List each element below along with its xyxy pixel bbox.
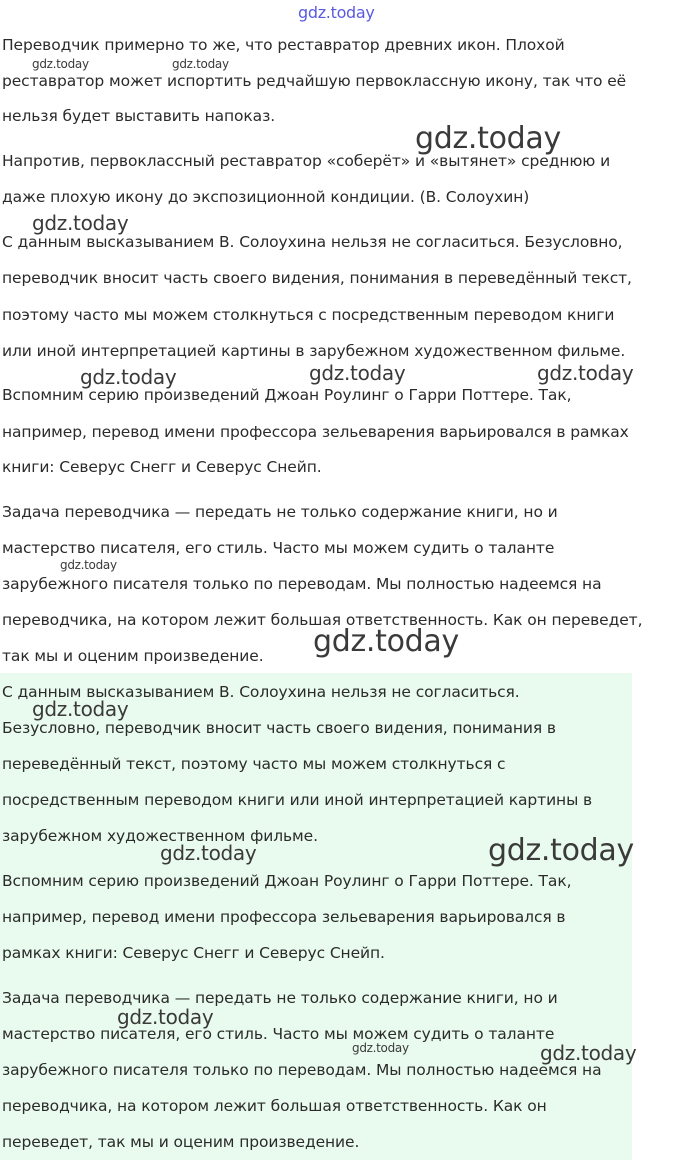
watermark: gdz.today <box>540 1041 637 1065</box>
watermark: gdz.today <box>298 3 375 22</box>
watermark: gdz.today <box>32 697 129 721</box>
watermark: gdz.today <box>172 57 229 71</box>
text-line: Задача переводчика — передать не только содержание книги, но и <box>2 989 558 1007</box>
text-line: например, перевод имени профессора зельеварения варьировался в <box>2 908 566 926</box>
text-line: или иной интерпретацией картины в зарубежном художественном фильме. <box>2 342 626 360</box>
text-line: например, перевод имени профессора зельеварения варьировался в рамках <box>2 423 629 441</box>
watermark: gdz.today <box>415 121 561 156</box>
text-line: Безусловно, переводчик вносит часть своего видения, понимания в <box>2 719 556 737</box>
text-line: реставратор может испортить редчайшую первоклассную икону, так что её <box>2 72 627 90</box>
text-line: даже плохую икону до экспозиционной кондиции. (В. Солоухин) <box>2 188 530 206</box>
text-line: переведет, так мы и оценим произведение. <box>2 1133 360 1151</box>
text-line: посредственным переводом книги или иной интерпретацией картины в <box>2 791 593 809</box>
text-line: С данным высказыванием В. Солоухина нельзя не согласиться. <box>2 683 520 701</box>
watermark: gdz.today <box>160 841 257 865</box>
text-line: зарубежного писателя только по переводам. Мы полностью надеемся на <box>2 1061 602 1079</box>
watermark: gdz.today <box>309 361 406 385</box>
text-line: С данным высказыванием В. Солоухина нельзя не согласиться. Безусловно, <box>2 233 623 251</box>
watermark: gdz.today <box>32 57 89 71</box>
watermark: gdz.today <box>488 833 634 868</box>
watermark: gdz.today <box>32 211 129 235</box>
text-line: Вспомним серию произведений Джоан Роулинг о Гарри Поттере. Так, <box>2 386 572 404</box>
watermark: gdz.today <box>60 558 117 572</box>
text-line: мастерство писателя, его стиль. Часто мы можем судить о таланте <box>2 1025 555 1043</box>
text-line: поэтому часто мы можем столкнуться с посредственным переводом книги <box>2 306 615 324</box>
text-line: рамках книги: Северус Снегг и Северус Снейп. <box>2 944 385 962</box>
watermark: gdz.today <box>537 361 634 385</box>
watermark: gdz.today <box>313 624 459 659</box>
text-line: Вспомним серию произведений Джоан Роулинг о Гарри Поттере. Так, <box>2 872 572 890</box>
text-line: нельзя будет выставить напоказ. <box>2 107 276 125</box>
watermark: gdz.today <box>352 1041 409 1055</box>
text-line: Задача переводчика — передать не только содержание книги, но и <box>2 503 558 521</box>
text-line: зарубежном художественном фильме. <box>2 827 318 845</box>
text-line: книги: Северус Снегг и Северус Снейп. <box>2 458 322 476</box>
text-line: Переводчик примерно то же, что реставратор древних икон. Плохой <box>2 36 565 54</box>
text-line: мастерство писателя, его стиль. Часто мы можем судить о таланте <box>2 539 555 557</box>
text-line: так мы и оценим произведение. <box>2 647 264 665</box>
text-line: Напротив, первоклассный реставратор «соберёт» и «вытянет» среднюю и <box>2 152 611 170</box>
text-line: переводчик вносит часть своего видения, понимания в переведённый текст, <box>2 269 632 287</box>
text-line: зарубежного писателя только по переводам. Мы полностью надеемся на <box>2 575 602 593</box>
watermark: gdz.today <box>80 365 177 389</box>
text-line: переведённый текст, поэтому часто мы можем столкнуться с <box>2 755 506 773</box>
text-line: переводчика, на котором лежит большая ответственность. Как он переведет, <box>2 611 643 629</box>
text-line: переводчика, на котором лежит большая ответственность. Как он <box>2 1097 547 1115</box>
watermark: gdz.today <box>117 1005 214 1029</box>
